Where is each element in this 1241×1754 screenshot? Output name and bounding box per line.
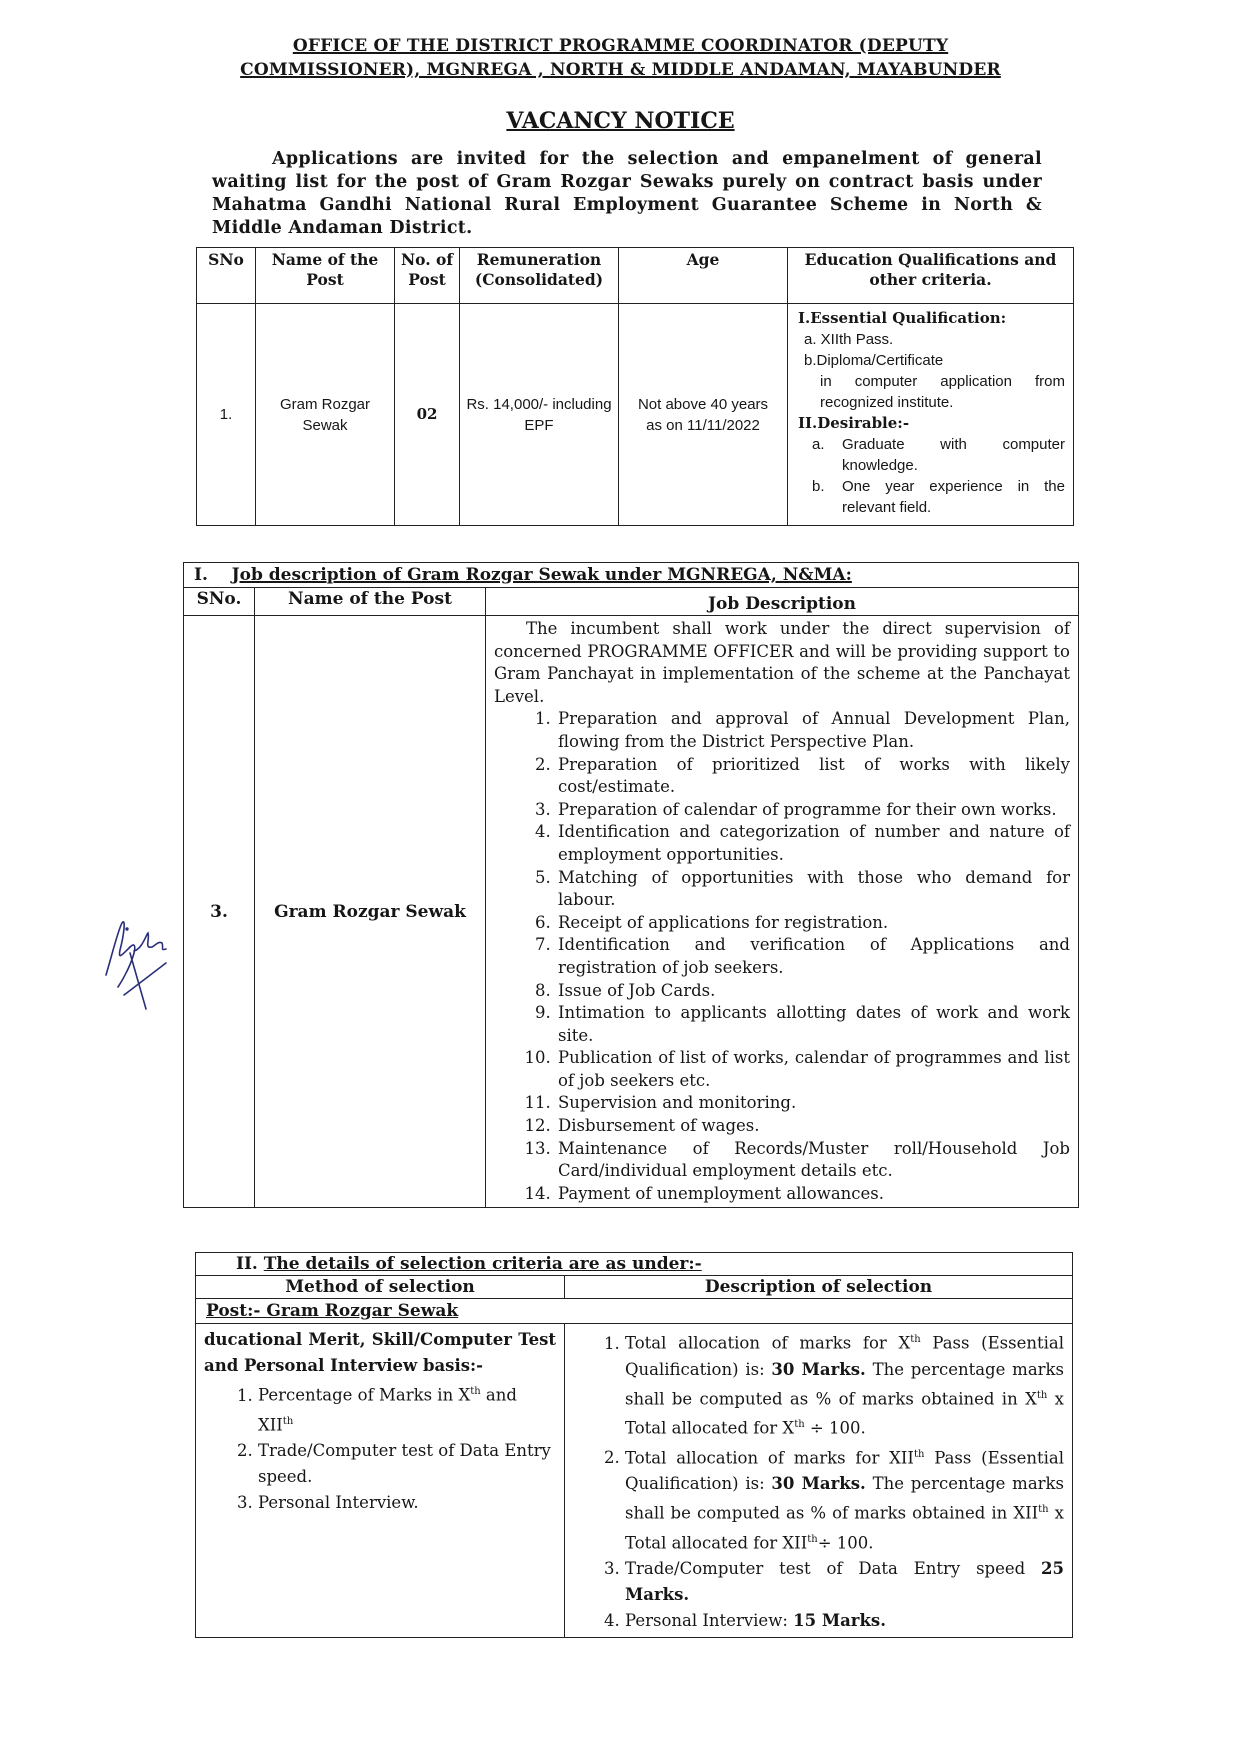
cell-remuneration: Rs. 14,000/- including EPF bbox=[460, 304, 619, 526]
method-heading: ducational Merit, Skill/Computer Test and Personal Interview basis:- bbox=[204, 1330, 556, 1375]
list-item: 12. Disbursement of wages. bbox=[556, 1115, 1070, 1138]
list-item: 1. Total allocation of marks for Xth Pass (Essential Qualification) is: 30 Marks. The percentage marks shall be computed as % of marks obtained in Xth x Total allocated for Xth ÷ 100. bbox=[625, 1327, 1064, 1442]
col-method: Method of selection bbox=[196, 1276, 565, 1299]
col-sno: SNo bbox=[197, 248, 256, 304]
desirable-item: b. One year experience in the relevant field. bbox=[812, 478, 1065, 516]
list-item: 2. Total allocation of marks for XIIth Pass (Essential Qualification) is: 30 Marks. The percentage marks shall be computed as % of marks obtained in XIIth x Total allocated for XIIth÷ 100. bbox=[625, 1442, 1064, 1557]
job-section-heading-row bbox=[184, 563, 1079, 588]
list-item: 4. Identification and categorization of number and nature of employment opportunities. bbox=[556, 821, 1070, 866]
selection-heading: II. The details of selection criteria are as under:- bbox=[196, 1253, 1073, 1276]
cell-no-of-post: 02 bbox=[395, 304, 460, 526]
table-row bbox=[196, 1324, 1073, 1638]
essential-item: in computer application from recognized institute. bbox=[820, 373, 1065, 411]
col-remuneration: Remuneration (Consolidated) bbox=[460, 248, 619, 304]
list-item: 7. Identification and verification of Applications and registration of job seekers. bbox=[556, 934, 1070, 979]
list-item: 1. Percentage of Marks in Xth and XIIth bbox=[258, 1379, 556, 1438]
essential-item: b.Diploma/Certificate bbox=[804, 352, 944, 369]
duties-list bbox=[494, 708, 1070, 1205]
signature-icon bbox=[100, 905, 190, 1015]
col-education: Education Qualifications and other criteria. bbox=[788, 248, 1074, 304]
table-row bbox=[184, 616, 1079, 1208]
list-item: 11. Supervision and monitoring. bbox=[556, 1092, 1070, 1115]
list-item: 3. Trade/Computer test of Data Entry speed 25 Marks. bbox=[625, 1556, 1064, 1608]
col-post: Name of the Post bbox=[255, 588, 486, 616]
col-job-description: Job Description bbox=[486, 588, 1079, 616]
job-description-table bbox=[183, 562, 1079, 1208]
post-line: Post:- Gram Rozgar Sewak bbox=[196, 1299, 1073, 1324]
post-row bbox=[196, 1299, 1073, 1324]
office-header-line1: OFFICE OF THE DISTRICT PROGRAMME COORDINATOR (DEPUTY bbox=[292, 36, 949, 56]
vacancy-table-header bbox=[197, 248, 1074, 304]
list-item: 14. Payment of unemployment allowances. bbox=[556, 1183, 1070, 1206]
vacancy-table bbox=[196, 247, 1074, 526]
selection-criteria-table bbox=[195, 1252, 1073, 1638]
cell-education bbox=[788, 304, 1074, 526]
cell-sno: 1. bbox=[197, 304, 256, 526]
selection-heading-row bbox=[196, 1253, 1073, 1276]
col-post: Name of the Post bbox=[256, 248, 395, 304]
list-item: 9. Intimation to applicants allotting dates of work and work site. bbox=[556, 1002, 1070, 1047]
list-item: 2. Trade/Computer test of Data Entry speed. bbox=[258, 1438, 556, 1490]
job-table-header bbox=[184, 588, 1079, 616]
cell-method bbox=[196, 1324, 565, 1638]
cell-sno: 3. bbox=[184, 616, 255, 1208]
job-section-heading: I. Job description of Gram Rozgar Sewak under MGNREGA, N&MA: bbox=[184, 563, 1079, 588]
list-item: 1. Preparation and approval of Annual Development Plan, flowing from the District Perspective Plan. bbox=[556, 708, 1070, 753]
list-item: 13. Maintenance of Records/Muster roll/Household Job Card/individual employment details etc. bbox=[556, 1138, 1070, 1183]
selection-table-header bbox=[196, 1276, 1073, 1299]
job-intro: The incumbent shall work under the direct supervision of concerned PROGRAMME OFFICER and will be providing support to Gram Panchayat in implementation of the scheme at the Panchayat Level. bbox=[494, 619, 1070, 706]
col-description: Description of selection bbox=[565, 1276, 1073, 1299]
methods-list bbox=[204, 1379, 556, 1516]
desirable-item: a. Graduate with computer knowledge. bbox=[812, 436, 1065, 474]
cell-description bbox=[565, 1324, 1073, 1638]
table-row bbox=[197, 304, 1074, 526]
list-item: 4. Personal Interview: 15 Marks. bbox=[625, 1608, 1064, 1634]
col-age: Age bbox=[619, 248, 788, 304]
cell-age: Not above 40 years as on 11/11/2022 bbox=[619, 304, 788, 526]
list-item: 10. Publication of list of works, calendar of programmes and list of job seekers etc. bbox=[556, 1047, 1070, 1092]
list-item: 6. Receipt of applications for registration. bbox=[556, 912, 1070, 935]
cell-job-description bbox=[486, 616, 1079, 1208]
page-title: VACANCY NOTICE bbox=[506, 108, 735, 134]
list-item: 3. Preparation of calendar of programme for their own works. bbox=[556, 799, 1070, 822]
essential-item: a. XIIth Pass. bbox=[804, 331, 894, 348]
cell-post: Gram Rozgar Sewak bbox=[255, 616, 486, 1208]
intro-paragraph: Applications are invited for the selection and empanelment of general waiting list for the post of Gram Rozgar Sewaks purely on contract basis under Mahatma Gandhi National Rural Employment Guarantee Scheme in North & Middle Andaman District. bbox=[212, 149, 1042, 238]
col-no-of-post: No. of Post bbox=[395, 248, 460, 304]
list-item: 2. Preparation of prioritized list of works with likely cost/estimate. bbox=[556, 754, 1070, 799]
office-header-line2: COMMISSIONER), MGNREGA , NORTH & MIDDLE ANDAMAN, MAYABUNDER bbox=[240, 60, 1001, 80]
essential-heading: I.Essential Qualification: bbox=[798, 309, 1007, 327]
descriptions-list bbox=[573, 1327, 1064, 1634]
list-item: 3. Personal Interview. bbox=[258, 1490, 556, 1516]
desirable-heading: II.Desirable:- bbox=[798, 414, 910, 432]
list-item: 5. Matching of opportunities with those who demand for labour. bbox=[556, 867, 1070, 912]
col-sno: SNo. bbox=[184, 588, 255, 616]
list-item: 8. Issue of Job Cards. bbox=[556, 980, 1070, 1003]
cell-post: Gram Rozgar Sewak bbox=[256, 304, 395, 526]
